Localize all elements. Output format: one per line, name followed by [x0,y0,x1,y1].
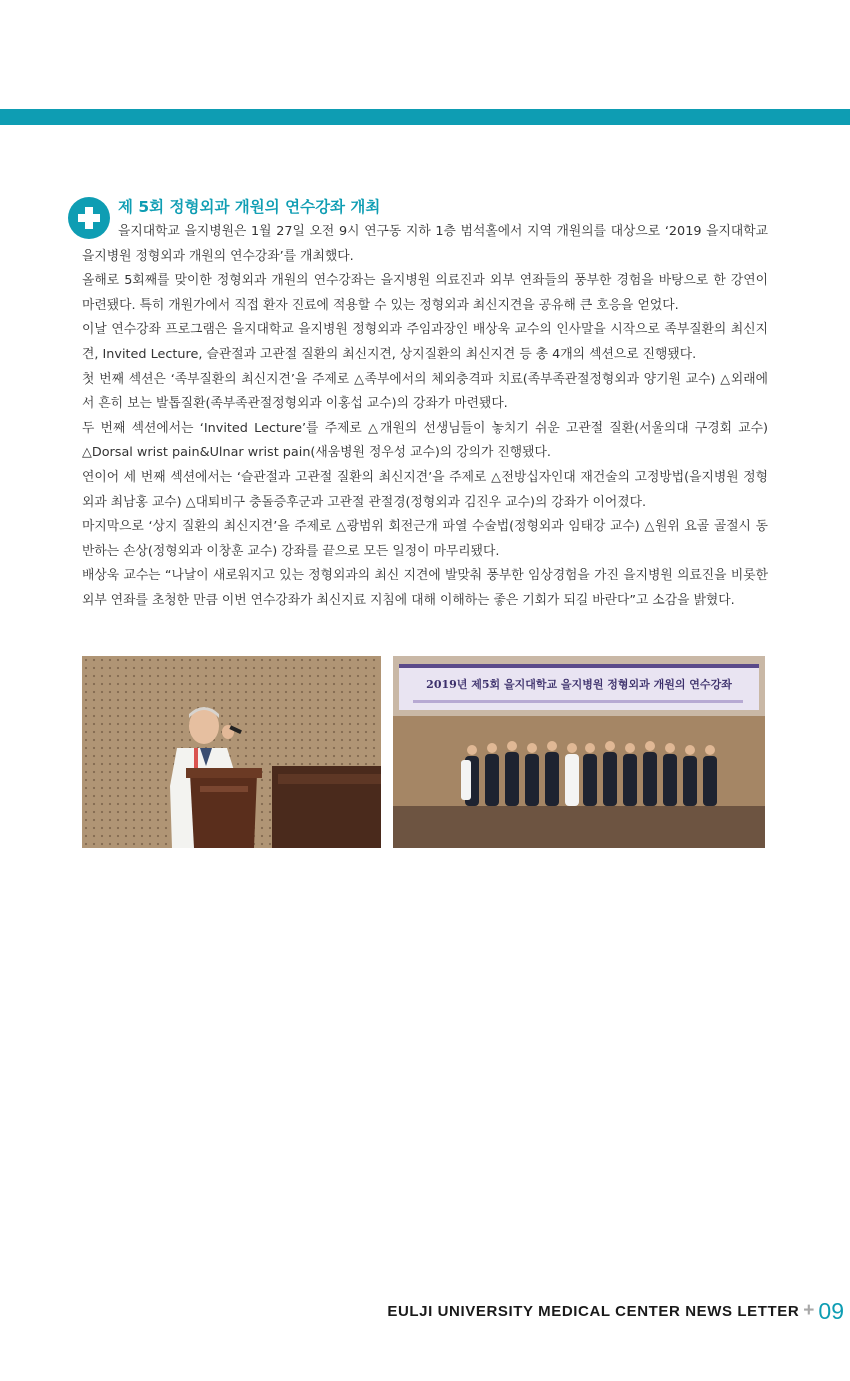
article-paragraph: 올해로 5회째를 맞이한 정형외과 개원의 연수강좌는 을지병원 의료진과 외부 연좌들의 풍부한 경험을 바탕으로 한 강연이 마련됐다. 특히 개원가에서 직접 환자 진료에 적용할 수 있는 정형외과 최신지견을 공유해 큰 호응을 얻었다. [82,273,768,313]
footer [387,1296,844,1326]
article-paragraph: 두 번째 섹션에서는 ‘Invited Lecture’를 주제로 △개원의 선생님들이 놓치기 쉬운 고관절 질환(서울의대 구경회 교수) △Dorsal wrist pain&Ulnar wrist pain(새움병원 정우성 교수)의 강의가 진행됐다. [82,420,768,461]
article-paragraph: 첫 번째 섹션은 ‘족부질환의 최신지견’을 주제로 △족부에서의 체외충격파 치료(족부족관절정형외과 양기원 교수) △외래에서 흔히 보는 발톱질환(족부족관절정형외과 이홍섭 교수)의 강좌가 마련됐다. [82,371,768,412]
article-paragraph: 을지대학교 을지병원은 1월 27일 오전 9시 연구동 지하 1층 범석홀에서 지역 개원의를 대상으로 ‘2019 을지대학교 을지병원 정형외과 개원의 연수강좌’를 개최했다. [82,224,768,264]
page-number: 09 [818,1297,844,1324]
newsletter-title: EULJI UNIVERSITY MEDICAL CENTER NEWS LETTER [387,1302,800,1320]
article-paragraph: 이날 연수강좌 프로그램은 을지대학교 을지병원 정형외과 주임과장인 배상욱 교수의 인사말을 시작으로 족부질환의 최신지견, Invited Lecture, 슬관절과 고관절 질환의 최신지견, 상지질환의 최신지견 등 총 4개의 섹션으로 진행됐다. [82,322,768,362]
article-paragraph: 연이어 세 번째 섹션에서는 ‘슬관절과 고관절 질환의 최신지견’을 주제로 △전방십자인대 재건술의 고정방법(을지병원 정형외과 최남홍 교수) △대퇴비구 충돌증후군과 고관절 관절경(정형외과 김진우 교수)의 강좌가 이어졌다. [82,469,768,510]
article-body [82,220,768,614]
header-accent-bar [0,109,850,125]
group-photo [393,656,765,848]
article-paragraph: 마지막으로 ‘상지 질환의 최신지견’을 주제로 △광범위 회전근개 파열 수술법(정형외과 임태강 교수) △원위 요골 골절시 동반하는 손상(정형외과 이창훈 교수) 강좌를 끝으로 모든 일정이 마무리됐다. [82,519,768,559]
article-title: 제 5회 정형외과 개원의 연수강좌 개최 [118,198,381,216]
speaker-photo [82,656,381,848]
banner-title: 2019년 제5회 을지대학교 을지병원 정형외과 개원의 연수강좌 [426,678,732,691]
article-paragraph: 배상욱 교수는 “나날이 새로워지고 있는 정형외과의 최신 지견에 발맞춰 풍부한 임상경험을 가진 을지병원 의료진을 비롯한 외부 연좌를 초청한 만큼 이번 연수강좌가 최신지료 지침에 대해 이해하는 좋은 기회가 되길 바란다”고 소감을 밝혔다. [82,568,768,608]
plus-icon: + [803,1300,815,1321]
